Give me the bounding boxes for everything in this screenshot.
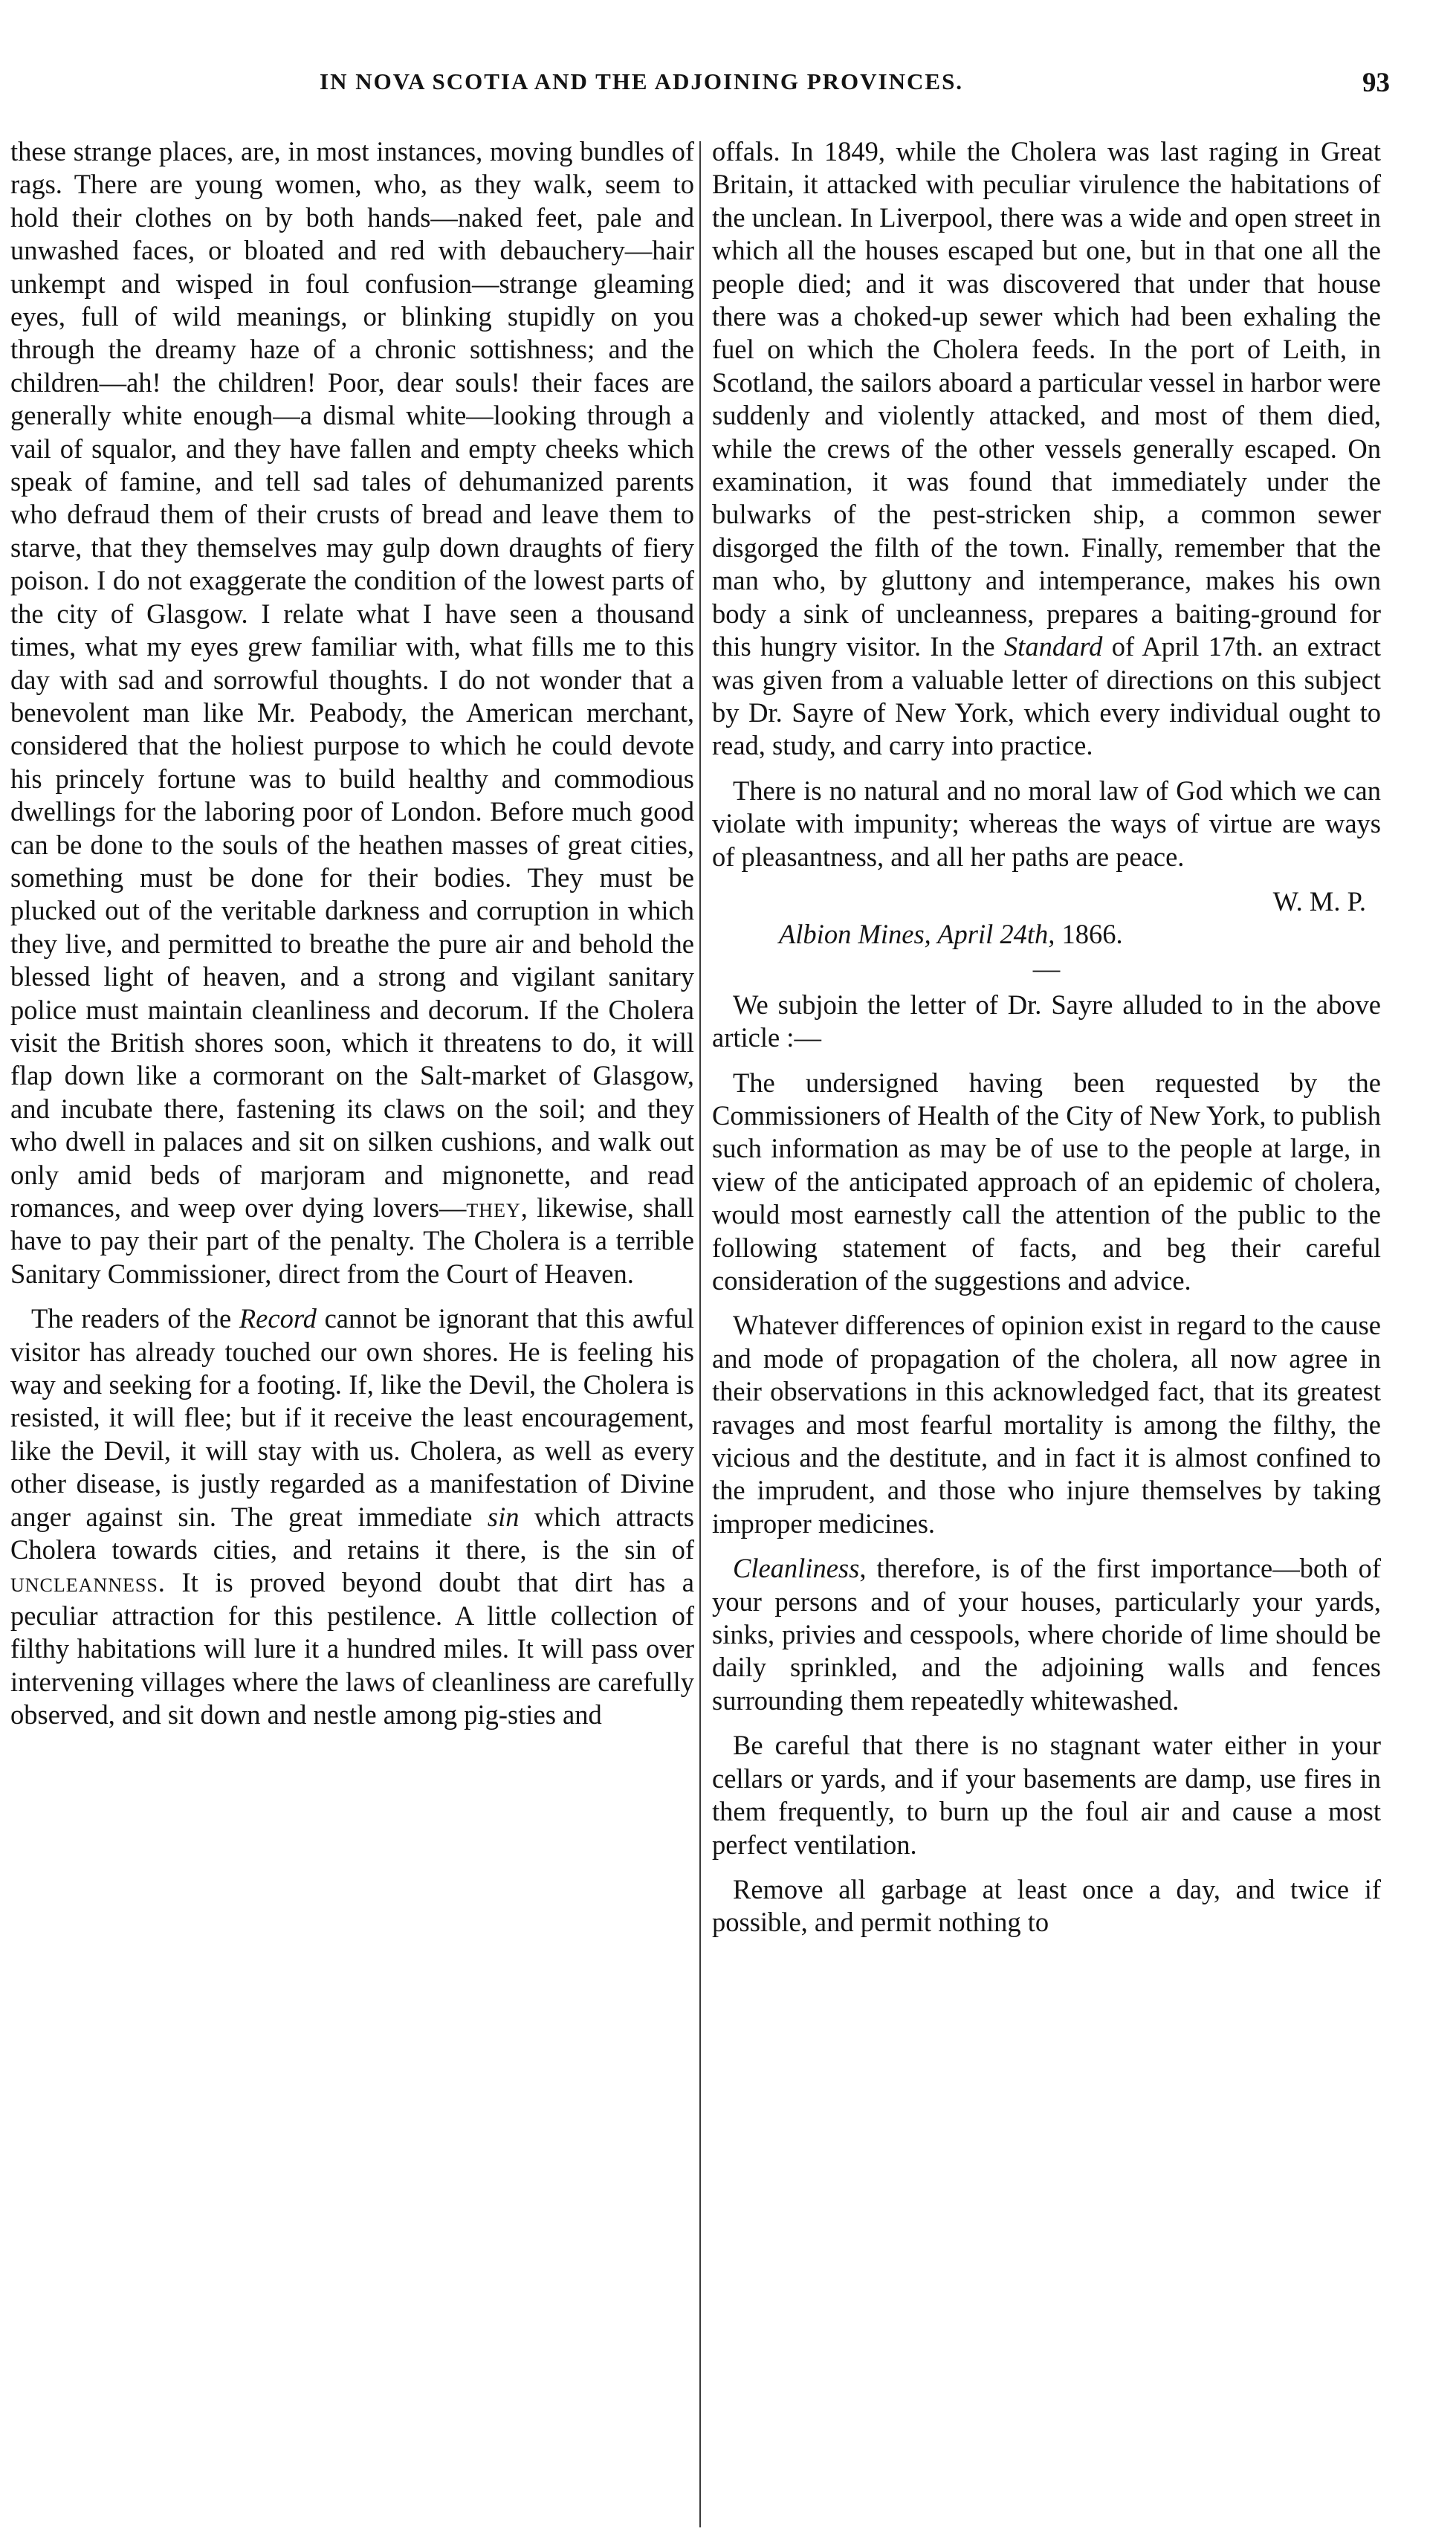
text-run: , therefore, is of the first importance—both of your persons and of your houses, particularly your yards, sinks, privies and cesspools, where choride of lime should be daily sprinkled, and the adjoining walls and fences surrounding them repeatedly whitewashed. [712,1553,1381,1716]
dateline-place: Albion Mines, April 24th, [779,919,1055,950]
right-paragraph-1 [712,135,1381,763]
right-paragraph-2: There is no natural and no moral law of God which we can violate with impunity; whereas the ways of virtue are ways of pleasantness, and all her paths are peace. [712,775,1381,872]
text-run: cannot be ignorant that this awful visitor has already touched our own shores. He is feeling his way and seeking for a footing. If, like the Devil, the Cholera is resisted, it will flee; but if it receive the least encouragement, like the Devil, it will stay with us. Cholera, as well as every other disease, is justly regarded as a manifestation of Divine anger against sin. The great immediate [10,1303,695,1532]
right-paragraph-3: We subjoin the letter of Dr. Sayre alluded to in the above article :— [712,989,1381,1053]
italic-word: Record [239,1303,317,1334]
running-head [67,68,1390,113]
left-paragraph-2 [10,1302,694,1731]
text-run: . It is proved beyond doubt that dirt has a peculiar attraction for this pestilence. A little collection of filthy habitations will lure it a hundred miles. It will pass over intervening villages where the laws of cleanliness are carefully observed, and sit down and nestle among pig-sties and [10,1567,694,1731]
italic-word: Standard [1003,631,1103,662]
right-column [712,135,1381,1951]
small-caps-word: they [466,1192,521,1223]
text-run: offals. In 1849, while the Cholera was last raging in Great Britain, it attacked with peculiar virulence the habitations of the unclean. In Liverpool, there was a wide and open street in which all the houses escaped but one, but in that one all the people died; and it was discovered that under that house there was a choked-up sewer which had been exhaling the fuel on which the Cholera feeds. In the port of Leith, in Scotland, the sailors aboard a particular vessel in harbor were suddenly and violently attacked, and most of them died, while the crews of the other vessels generally escaped. On examination, it was found that immediately under the bulwarks of the pest-stricken ship, a common sewer disgorged the filth of the town. Finally, remember that the man who, by gluttony and intemperance, makes his own body a sink of uncleanness, prepares a baiting-ground for this hungry visitor. In the [712,136,1381,662]
right-paragraph-8: Remove all garbage at least once a day, and twice if possible, and permit nothing to [712,1873,1381,1938]
text-run: , likewise, shall have to pay their part of the penalty. The Cholera is a terrible Sanitary Commissioner, direct from the Court of Heaven. [10,1192,694,1289]
left-column [10,135,694,1744]
page-number: 93 [1362,68,1390,98]
text-run: these strange places, are, in most instances, moving bundles of rags. There are young women, who, as they walk, seem to hold their clothes on by both hands—naked feet, pale and unwashed faces, or bloated and red with debauchery—hair unkempt and wisped in foul confusion—strange gleaming eyes, full of wild meanings, or blinking stupidly on you through the dreamy haze of a chronic sottishness; and the children—ah! the children! Poor, dear souls! their faces are generally white enough—a dismal white—looking through a vail of squalor, and they have fallen and empty cheeks which speak of famine, and tell sad tales of dehumanized parents who defraud them of their crusts of bread and leave them to starve, that they themselves may gulp down draughts of fiery poison. I do not exaggerate the condition of the lowest parts of the city of Glasgow. I relate what I have seen a thousand times, what my eyes grew familiar with, what fills me to this day with sad and sorrowful thoughts. I do not wonder that a benevolent man like Mr. Peabody, the American merchant, considered that the holiest purpose to which he could devote his princely fortune was to build healthy and commodious dwellings for the laboring poor of London. Before much good can be done to the souls of the heathen masses of great cities, something must be done for their bodies. They must be plucked out of the veritable darkness and corruption in which they live, and permitted to breathe the pure air and behold the blessed light of heaven, and a strong and vigilant sanitary police must maintain cleanliness and decorum. If the Cholera visit the British shores soon, which it threatens to do, it will flap down like a cormorant on the Salt-market of Glasgow, and incubate there, fastening its claws on the soil; and they who dwell in palaces and sit on silken cushions, and walk out only amid beds of marjoram and mignonette, and read romances, and weep over dying lovers— [10,136,694,1223]
left-paragraph-1 [10,135,694,1290]
small-caps-word: uncleanness [10,1567,158,1598]
dateline-year: 1866. [1055,919,1123,950]
text-run: The readers of the [31,1303,239,1334]
right-paragraph-4: The undersigned having been requested by the Commissioners of Health of the City of New York, to publish such information as may be of use to the people at large, in view of the anticipated approach of an epidemic of cholera, would most earnestly call the attention of the public to the following statement of facts, and beg their careful consideration of the suggestions and advice. [712,1067,1381,1296]
running-title: IN NOVA SCOTIA AND THE ADJOINING PROVINCES. [320,68,964,94]
right-paragraph-5: Whatever differences of opinion exist in regard to the cause and mode of propagation of the cholera, all now agree in their observations in this acknowledged fact, that its greatest ravages and most fearful mortality is among the filthy, the vicious and the destitute, and in fact it is almost confined to the imprudent, and those who injure themselves by taking improper medicines. [712,1310,1381,1539]
right-paragraph-6 [712,1552,1381,1717]
column-rule [699,141,701,2527]
right-paragraph-7: Be careful that there is no stagnant water either in your cellars or yards, and if your basements are damp, use fires in them frequently, to burn up the foul air and cause a most perfect ventilation. [712,1730,1381,1860]
italic-word: sin [487,1501,520,1532]
signature: W. M. P. [1272,885,1366,917]
text-run: which attracts Cholera towards cities, and retains it there, is the sin of [10,1501,694,1565]
section-separator: — [1032,952,1061,983]
text-run: of April 17th. an extract was given from a valuable letter of directions on this subject by Dr. Sayre of New York, which every individual ought to read, study, and carry into practice. [712,631,1381,761]
dateline [712,918,1381,951]
italic-word: Cleanliness [733,1553,860,1584]
